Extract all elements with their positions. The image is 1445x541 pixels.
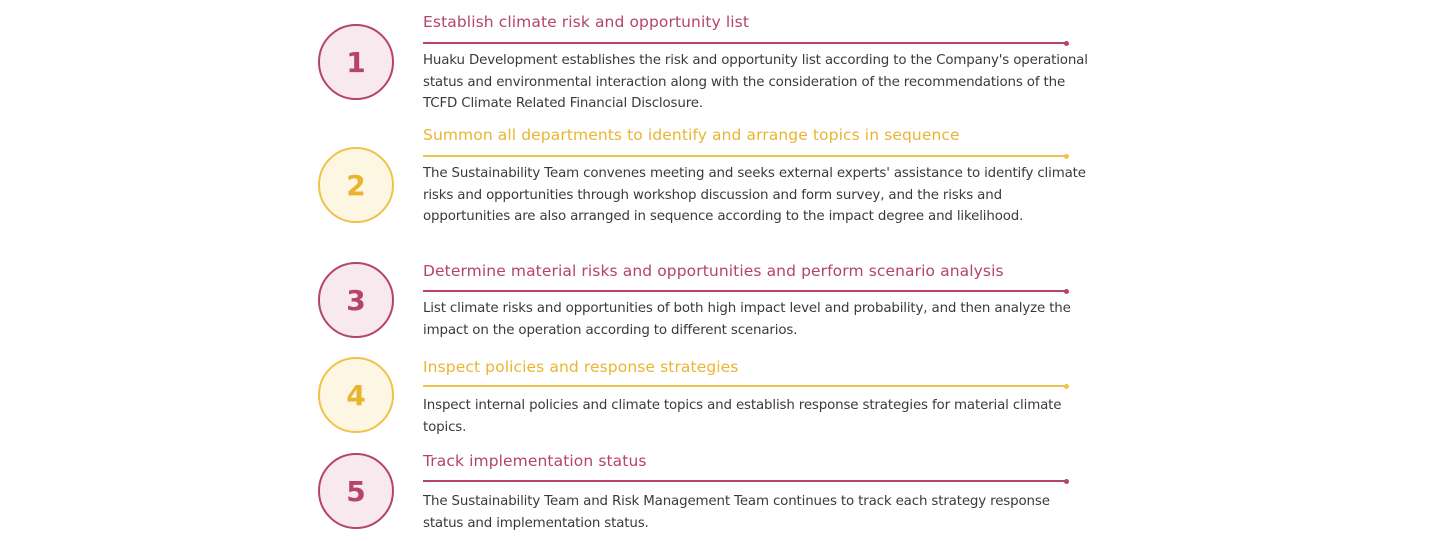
step-3-description: List climate risks and opportunities of both high impact level and probability, and then analyze the impact on the operation according to different scenarios. xyxy=(423,301,1071,338)
step-1-description: Huaku Development establishes the risk and opportunity list according to the Company's operational status and environmental interaction along with the consideration of the recommendations of the TCFD Climate Related Financial Disclosure. xyxy=(423,53,1088,111)
step-1-title: Establish climate risk and opportunity list xyxy=(423,13,750,31)
step-5-description: The Sustainability Team and Risk Management Team continues to track each strategy response status and implementation status. xyxy=(423,494,1050,531)
step-4-number-circle xyxy=(318,357,394,433)
step-3-divider xyxy=(423,290,1067,292)
step-1-divider xyxy=(423,42,1067,44)
step-2-title: Summon all departments to identify and arrange topics in sequence xyxy=(423,126,960,144)
step-5-number-circle xyxy=(318,453,394,529)
step-2-divider xyxy=(423,155,1067,157)
step-4-title: Inspect policies and response strategies xyxy=(423,358,739,376)
step-5-divider xyxy=(423,480,1067,482)
step-2-description: The Sustainability Team convenes meeting and seeks external experts' assistance to identify climate risks and opportunities through workshop discussion and form survey, and the risks and opportunities are also arranged in sequence according to the impact degree and likelihood. xyxy=(423,166,1086,224)
step-5-number: 5 xyxy=(346,474,366,508)
step-3-number: 3 xyxy=(346,283,366,317)
step-3-title: Determine material risks and opportunities and perform scenario analysis xyxy=(423,262,1004,280)
step-1-number-circle xyxy=(318,24,394,100)
step-2-number: 2 xyxy=(346,168,366,202)
step-5-title: Track implementation status xyxy=(423,452,647,470)
step-4-description: Inspect internal policies and climate topics and establish response strategies for material climate topics. xyxy=(423,398,1062,435)
step-4-number: 4 xyxy=(346,378,366,412)
step-2-number-circle xyxy=(318,147,394,223)
step-4-divider xyxy=(423,385,1067,387)
step-1-number: 1 xyxy=(346,45,366,79)
step-3-number-circle xyxy=(318,262,394,338)
